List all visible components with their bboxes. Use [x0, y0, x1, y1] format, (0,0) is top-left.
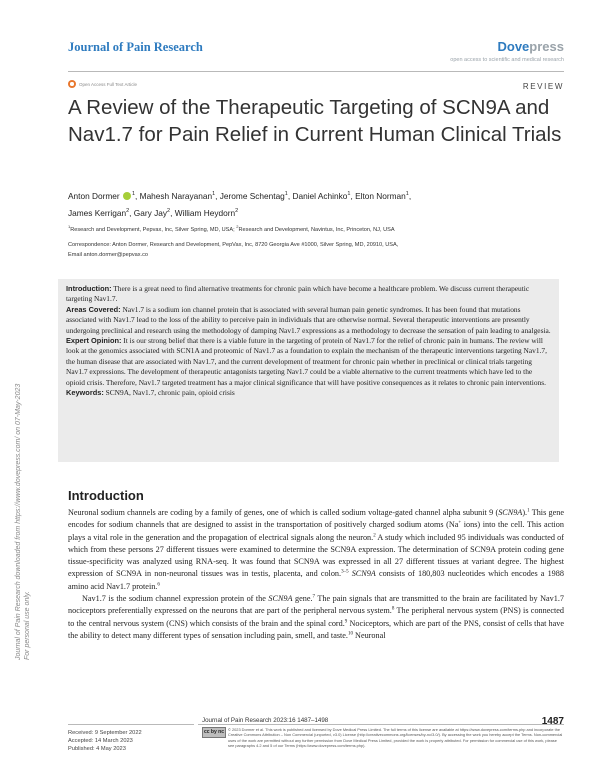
publisher-tagline: open access to scientific and medical research	[450, 57, 564, 63]
cc-license-badge[interactable]: cc by nc	[202, 727, 226, 738]
author-name[interactable]: Mahesh Narayanan	[139, 190, 213, 201]
open-access-text: Open Access Full Text Article	[79, 81, 137, 87]
journal-citation: Journal of Pain Research 2023:16 1487–1498	[202, 717, 329, 724]
footer-divider-left	[68, 724, 194, 725]
article-type: REVIEW	[522, 82, 564, 91]
section-heading-introduction: Introduction	[68, 488, 144, 503]
author-name[interactable]: Gary Jay	[133, 207, 167, 218]
open-access-icon	[68, 80, 76, 88]
author-name[interactable]: Daniel Achinko	[292, 190, 348, 201]
page-number: 1487	[541, 716, 564, 727]
citation-ref[interactable]: 6	[157, 582, 160, 588]
header-divider	[68, 71, 564, 72]
journal-name[interactable]: Journal of Pain Research	[68, 40, 203, 54]
correspondence-email[interactable]: Email anton.dormer@pepvax.co	[68, 252, 148, 258]
publisher-logo-a: Dove	[497, 39, 530, 54]
paragraph-2: Nav1.7 is the sodium channel expression protein of the SCN9A gene.$^7$ The pain signals that are transmitted to the brain are facilitated by Nav1.7 nociceptors preferentially expressed on the neurons that are part of the peripheral nervous system.$^8$ The peripheral nervous system (PNS) is connected to the central nervous system (CNS) which consists of the brain and the spinal cord.$^9$ Nociceptors, which are part of the PNS, consist of cells that have the ability to detect many different types of sensation including pain, smell, and taste.$^{10}$ Neuronal	[68, 594, 565, 640]
paragraph-1: Neuronal sodium channels are coding by a family of genes, one of which is called sodium voltage-gated channel alpha subunit 9 (SCN9A).$^1$ This gene encodes for sodium channels that are designed to assist in the transportation of positively charged sodium atoms (Na+ ions) into the cell. This action plays a vital role in the generation and the propagation of electrical signals along the neuron.$^2$ A study which included 95 individuals was conducted of which from these persons 27 different tissues were examined to determine the SCN9A expression. The determination of SCN9A protein coding gene tissue-specificity was analyzed using RNA-seq. It was found that SCN9A was expressed in all 27 different tissues at variant degree. The highest expression of SCN9A in non-neuronal tissues was in testis, placenta, and colon.$^{3-5}$ SCN9A consists of 180,803 nucleotides which encodes a 1988 amino acid Nav1.7 protein.$^6$	[68, 508, 564, 591]
orcid-icon[interactable]	[123, 192, 131, 200]
footer-divider-right	[198, 724, 564, 725]
correspondence-address: Correspondence: Anton Dormer, Research and Development, PepVax, Inc, 8720 Georgia Ave #1000, Silver Spring, MD, 20910, USA,	[68, 242, 399, 248]
abstract-introduction: Introduction: There is a great need to find alternative treatments for chronic pain which have become a healthcare problem. We discuss current therapeutic targeting Nav1.7.	[66, 284, 530, 304]
abstract-box	[58, 279, 559, 462]
citation-ref[interactable]: 10	[347, 631, 353, 637]
citation-ref[interactable]: 3–5	[341, 569, 349, 575]
author-name[interactable]: James Kerrigan	[68, 207, 127, 218]
download-watermark: Journal of Pain Research downloaded from https://www.dovepress.com/ on 07-May-2023 For personal use only.	[15, 383, 31, 660]
article-title: A Review of the Therapeutic Targeting of SCN9A and Nav1.7 for Pain Relief in Current Human Clinical Trials	[68, 96, 562, 146]
citation-ref[interactable]: 2	[373, 532, 376, 538]
open-access-label	[68, 80, 137, 88]
citation-ref[interactable]: 7	[312, 594, 316, 600]
author-name[interactable]: Jerome Schentag	[219, 190, 285, 201]
author-name[interactable]: William Heydorn	[174, 207, 236, 218]
abstract-expert-opinion: Expert Opinion: It is our strong belief that there is a viable future in the targeting of protein of Nav1.7 for the relief of chronic pain in humans. The review will look at the genomics associated with SCN1A and proteomic of Nav1.7 as a foundation to explain the mechanism of the therapeutic interventions targeting Nav1.7, the human disease that are associated with Nav1.7, and the current development of treatment for chronic pain whether in preclinical or clinical trials targeting Nav1.7 expressions. The development of therapeutic antagonists targeting Nav1.7 could be a viable alternative to the current treatments which have led to the opioid crisis. Therefore, Nav1.7 targeted treatment has a major clinical significance that will have positive consequences as it relates to chronic pain interventions.	[66, 336, 547, 387]
publication-dates: Received: 9 September 2022 Accepted: 14 March 2023 Published: 4 May 2023	[68, 730, 142, 753]
abstract-keywords: Keywords: SCN9A, Nav1.7, chronic pain, opioid crisis	[66, 388, 235, 398]
author-name[interactable]: Elton Norman	[355, 190, 406, 201]
author-name[interactable]: Anton Dormer	[68, 190, 120, 201]
citation-ref[interactable]: 1	[527, 508, 530, 514]
citation-ref[interactable]: 8	[391, 606, 395, 612]
abstract-areas-covered: Areas Covered: Nav1.7 is a sodium ion channel protein that is associated with several human pain genetic syndromes. It has been found that mutations associated with Nav1.7 lead to the loss of the ability to perceive pain in individuals that are otherwise normal. Several therapeutic interventions are presently undergoing preclinical and research using the methodology of damping Nav1.7 expressions as a methodology to decrease the sensation of pain leading to analgesia.	[66, 304, 551, 335]
correspondence	[68, 240, 568, 260]
publisher-logo-b: press	[529, 39, 564, 54]
license-text: © 2023 Dormer et al. This work is published and licensed by Dove Medical Press Limited. The full terms of this license are available at https://www.dovepress.com/terms.php and incorporate the Creative Commons Attribution – Non Commercial (unported, v3.0) License (http://creativecommons.org/licenses/by-nc/3.0/). By accessing the work you hereby accept the Terms. Non-commercial uses of the work are permitted without any further permission from Dove Medical Press Limited, provided the work is properly attributed. For permission for commercial use of this work, please see paragraphs 4.2 and 5 of our Terms (https://www.dovepress.com/terms.php).	[228, 727, 563, 749]
publisher-logo[interactable]	[498, 39, 565, 54]
author-list: Anton Dormer $^1$, Mahesh Narayanan$^1$, Jerome Schentag$^1$, Daniel Achinko$^1$, Elton Norman$^1$, James Kerrigan$^2$, Gary Jay$^2$, William Heydorn$^2$	[68, 190, 412, 218]
affiliations: $^1$Research and Development, Pepvax, Inc, Silver Spring, MD, USA; $^2$Research and Development, Navintus, Inc, Princeton, NJ, USA	[68, 224, 395, 233]
body-text	[68, 507, 564, 642]
citation-ref[interactable]: 9	[344, 618, 348, 624]
